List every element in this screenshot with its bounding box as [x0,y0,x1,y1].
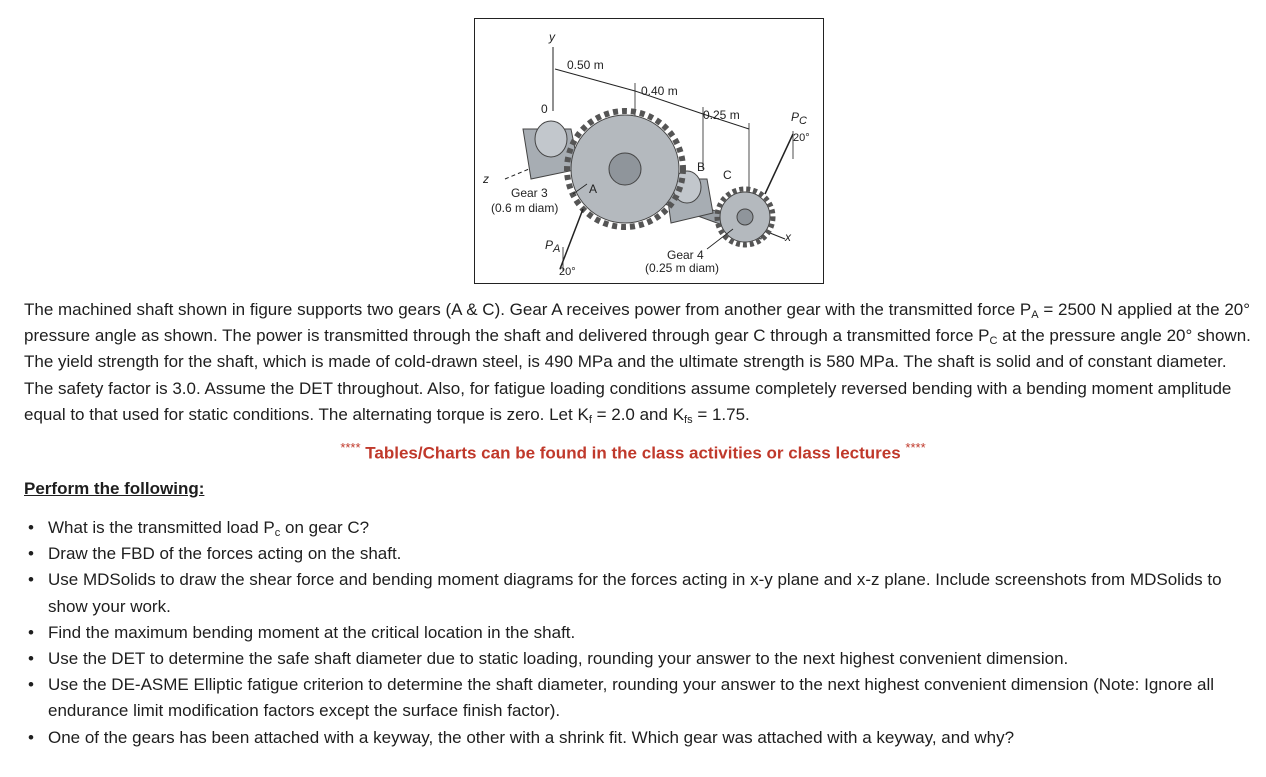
dim-label-3: 0.25 m [703,108,740,122]
bearing-o-top [535,121,567,157]
dim-label-2: 0.40 m [641,84,678,98]
list-item: • Use the DET to determine the safe shaft diameter due to static loading, rounding your answer to the next highest convenient dimension. [24,646,1252,672]
shaft-drawing [475,19,825,285]
point-c-label: C [723,168,732,182]
tables-note [0,440,1266,464]
y-axis-label: y [549,30,555,44]
gear3-diam: (0.6 m diam) [491,201,559,215]
list-item: • One of the gears has been attached with a keyway, the other with a shrink fit. Which gear was attached with a keyway, and why? [24,725,1252,751]
note-stars-right: **** [905,440,926,455]
note-text: Tables/Charts can be found in the class activities or class lectures [365,443,901,463]
force-pa-label: $P_A$ [545,238,561,255]
gear-4-hub [737,209,753,225]
angle-c-label: 20° [793,132,810,144]
list-item: • Use the DE-ASME Elliptic fatigue criterion to determine the shaft diameter, rounding your answer to the next highest convenient dimension (Note: Ignore all endurance limit modification factors except the surface finish factor). [24,672,1252,724]
dim-line-1 [555,69,635,91]
point-b-label: B [697,160,706,174]
list-item: • Find the maximum bending moment at the critical location in the shaft. [24,620,1252,646]
force-pc-arrow [765,134,793,194]
gear4-name: Gear 4 [667,248,704,262]
perform-heading: Perform the following: [24,479,205,498]
origin-label: 0 [541,102,548,116]
list-item: • Draw the FBD of the forces acting on the shaft. [24,541,1252,567]
note-stars-left: **** [340,440,361,455]
list-item: • Use MDSolids to draw the shear force and bending moment diagrams for the forces acting in x-y plane and x-z plane. Include screenshots from MDSolids to show your work. [24,567,1252,619]
problem-statement: The machined shaft shown in figure supports two gears (A & C). Gear A receives power from another gear with the transmitted force $P_A = 2500$ N applied at the 20° pressure angle as shown. The power is transmitted through the shaft and delivered through gear C through a transmitted force $P_C$ at the pressure angle 20° shown. The yield strength for the shaft, which is made of cold-drawn steel, is 490 MPa and the ultimate strength is 580 MPa. The shaft is solid and of constant diameter. The safety factor is 3.0. Assume the DET throughout. Also, for fatigue loading conditions assume completely reversed bending with a bending moment amplitude equal to that used for static conditions. The alternating torque is zero. Let $K_f = 2.0$ and $K_{fs} = 1.75$. [24,300,1251,426]
task-list [24,515,1252,751]
force-pc-label: $P_C$ [791,110,807,127]
list-item: • What is the transmitted load $P_c$ on gear C? [24,515,1252,541]
gear3-name: Gear 3 [511,186,548,200]
z-axis-label: z [483,172,489,186]
shaft-gear-figure [474,18,824,284]
x-axis-label: x [785,230,791,244]
force-pa-arrow [560,209,583,269]
point-a-label: A [589,182,598,196]
gear4-diam: (0.25 m diam) [645,261,720,275]
gear-3-hub [609,153,641,185]
dim-label-1: 0.50 m [567,58,604,72]
angle-a-label: 20° [559,266,576,278]
